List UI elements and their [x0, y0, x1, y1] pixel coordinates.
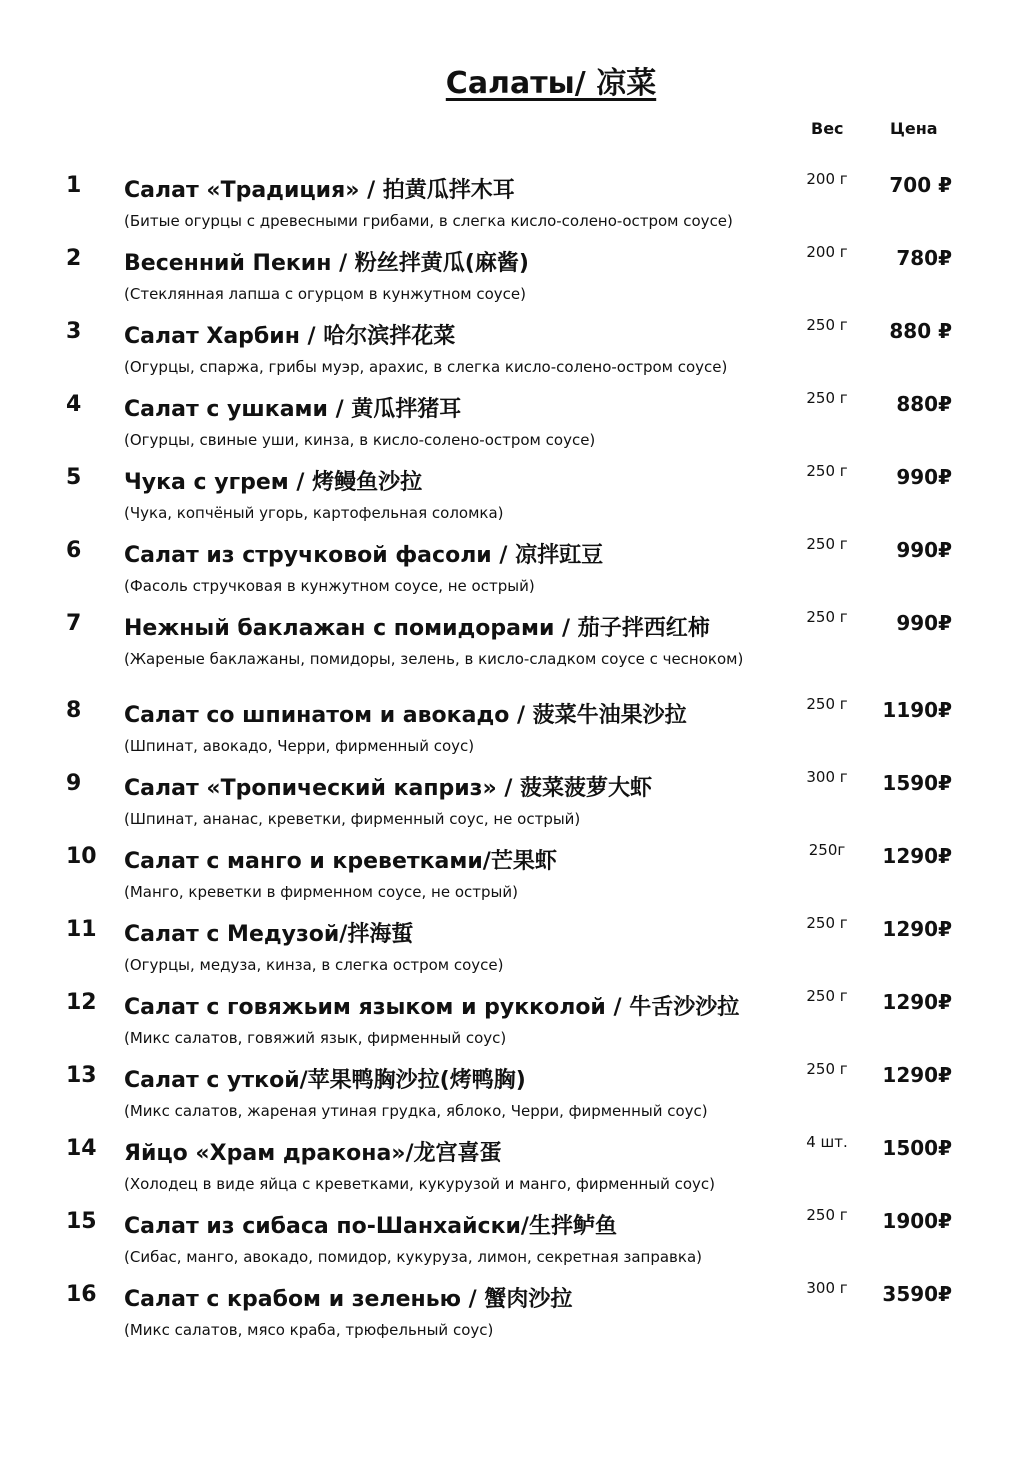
menu-item: [0, 1133, 1032, 1206]
menu-item: [0, 608, 1032, 681]
price-column-header: Цена: [890, 119, 938, 138]
item-number: 16: [66, 1282, 97, 1307]
item-description: (Стеклянная лапша с огурцом в кунжутном соусе): [124, 285, 526, 303]
item-weight: 4 шт.: [806, 1133, 848, 1151]
item-price: 880 ₽: [889, 319, 952, 343]
item-price: 3590₽: [882, 1282, 952, 1306]
item-price: 1500₽: [882, 1136, 952, 1160]
item-weight: 250 г: [806, 389, 848, 407]
item-weight: 300 г: [806, 768, 848, 786]
item-number: 13: [66, 1063, 97, 1088]
weight-column-header: Вес: [811, 119, 844, 138]
item-weight: 250 г: [806, 608, 848, 626]
item-name: Салат с Медузой/拌海蜇: [124, 922, 414, 947]
menu-item: [0, 170, 1032, 243]
item-name: Весенний Пекин / 粉丝拌黄瓜(麻酱): [124, 251, 529, 276]
item-name: Салат с ушками / 黄瓜拌猪耳: [124, 397, 462, 422]
item-number: 15: [66, 1209, 97, 1234]
item-description: (Сибас, манго, авокадо, помидор, кукуруза, лимон, секретная заправка): [124, 1248, 703, 1266]
item-description: (Шпинат, ананас, креветки, фирменный соус, не острый): [124, 810, 581, 828]
item-name: Яйцо «Храм дракона»/龙宫喜蛋: [124, 1141, 502, 1166]
menu-item: [0, 1279, 1032, 1352]
item-description: (Шпинат, авокадо, Черри, фирменный соус): [124, 737, 475, 755]
item-weight: 250 г: [806, 462, 848, 480]
item-weight: 250г: [808, 841, 846, 859]
item-weight: 300 г: [806, 1279, 848, 1297]
menu-item: [0, 462, 1032, 535]
item-price: 1590₽: [882, 771, 952, 795]
item-price: 990₽: [896, 611, 952, 635]
item-name: Салат с говяжьим языком и рукколой / 牛舌沙沙拉: [124, 995, 740, 1020]
item-price: 990₽: [896, 538, 952, 562]
item-number: 5: [66, 465, 82, 490]
item-weight: 250 г: [806, 316, 848, 334]
item-number: 12: [66, 990, 97, 1015]
item-price: 1290₽: [882, 917, 952, 941]
item-price: 1190₽: [882, 698, 952, 722]
menu-item: [0, 768, 1032, 841]
item-description: (Микс салатов, говяжий язык, фирменный соус): [124, 1029, 507, 1047]
item-description: (Жареные баклажаны, помидоры, зелень, в кисло-сладком соусе с чесноком): [124, 650, 744, 668]
item-price: 1290₽: [882, 990, 952, 1014]
item-number: 4: [66, 392, 82, 417]
item-price: 990₽: [896, 465, 952, 489]
item-price: 700 ₽: [889, 173, 952, 197]
item-description: (Микс салатов, жареная утиная грудка, яблоко, Черри, фирменный соус): [124, 1102, 708, 1120]
item-description: (Чука, копчёный угорь, картофельная соломка): [124, 504, 504, 522]
item-name: Салат «Тропический каприз» / 菠菜菠萝大虾: [124, 776, 653, 801]
item-description: (Огурцы, медуза, кинза, в слегка остром соусе): [124, 956, 504, 974]
item-price: 1900₽: [882, 1209, 952, 1233]
item-weight: 250 г: [806, 987, 848, 1005]
menu-item: [0, 1060, 1032, 1133]
item-number: 9: [66, 771, 82, 796]
menu-item: [0, 841, 1032, 914]
menu-item: [0, 535, 1032, 608]
item-name: Салат с уткой/苹果鸭胸沙拉(烤鸭胸): [124, 1068, 526, 1093]
menu-item: [0, 389, 1032, 462]
item-weight: 200 г: [806, 170, 848, 188]
item-weight: 250 г: [806, 1060, 848, 1078]
item-price: 780₽: [896, 246, 952, 270]
item-weight: 250 г: [806, 1206, 848, 1224]
item-name: Салат из сибаса по-Шанхайски/生拌鲈鱼: [124, 1214, 617, 1239]
menu-item: [0, 987, 1032, 1060]
item-price: 1290₽: [882, 1063, 952, 1087]
item-description: (Огурцы, свиные уши, кинза, в кисло-солено-остром соусе): [124, 431, 596, 449]
item-name: Салат со шпинатом и авокадо / 菠菜牛油果沙拉: [124, 703, 687, 728]
menu-item: [0, 914, 1032, 987]
item-name: Чука с угрем / 烤鳗鱼沙拉: [124, 470, 423, 495]
item-number: 10: [66, 844, 97, 869]
item-name: Нежный баклажан с помидорами / 茄子拌西红柿: [124, 616, 710, 641]
menu-item: [0, 316, 1032, 389]
page-title: Салаты/ 凉菜: [445, 66, 657, 101]
item-price: 1290₽: [882, 844, 952, 868]
item-name: Салат с крабом и зеленью / 蟹肉沙拉: [124, 1287, 573, 1312]
item-description: (Микс салатов, мясо краба, трюфельный соус): [124, 1321, 494, 1339]
item-weight: 250 г: [806, 535, 848, 553]
item-number: 11: [66, 917, 97, 942]
item-weight: 250 г: [806, 914, 848, 932]
item-number: 3: [66, 319, 82, 344]
item-description: (Фасоль стручковая в кунжутном соусе, не острый): [124, 577, 535, 595]
item-weight: 200 г: [806, 243, 848, 261]
menu-item: [0, 1206, 1032, 1279]
item-number: 7: [66, 611, 82, 636]
menu-item: [0, 695, 1032, 768]
item-description: (Битые огурцы с древесными грибами, в слегка кисло-солено-остром соусе): [124, 212, 733, 230]
item-name: Салат из стручковой фасоли / 凉拌豇豆: [124, 543, 604, 568]
item-number: 8: [66, 698, 82, 723]
item-description: (Манго, креветки в фирменном соусе, не острый): [124, 883, 518, 901]
item-number: 2: [66, 246, 82, 271]
item-name: Салат с манго и креветками/芒果虾: [124, 849, 557, 874]
menu-item: [0, 243, 1032, 316]
item-number: 14: [66, 1136, 97, 1161]
item-name: Салат Харбин / 哈尔滨拌花菜: [124, 324, 456, 349]
item-number: 1: [66, 173, 82, 198]
item-price: 880₽: [896, 392, 952, 416]
item-number: 6: [66, 538, 82, 563]
item-weight: 250 г: [806, 695, 848, 713]
item-name: Салат «Традиция» / 拍黄瓜拌木耳: [124, 178, 515, 203]
item-description: (Огурцы, спаржа, грибы муэр, арахис, в слегка кисло-солено-остром соусе): [124, 358, 728, 376]
item-description: (Холодец в виде яйца с креветками, кукурузой и манго, фирменный соус): [124, 1175, 716, 1193]
